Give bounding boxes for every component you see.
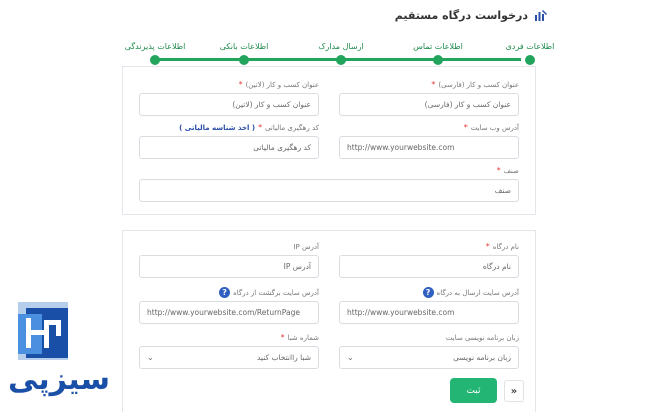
step-label: اطلاعات بانکی [219,42,269,51]
business-name-fa-input[interactable]: عنوان کسب و کار (فارسی) [339,93,519,116]
chevron-down-icon: ⌄ [347,353,354,362]
field-label: زبان برنامه نویسی سایت [445,333,519,342]
step-label: ارسال مدارک [318,42,364,51]
step-contact-info[interactable] [393,42,483,65]
send-url-field [339,287,519,324]
website-field [339,122,519,159]
chart-edit-icon [534,8,548,22]
step-documents[interactable] [296,42,386,65]
step-label: اطلاعات تماس [413,42,463,51]
required-mark: * [258,123,263,132]
step-dot [433,55,443,65]
send-url-input[interactable]: http://www.yourwebsite.com [339,301,519,324]
submit-button[interactable]: ثبت [450,378,497,403]
field-label: نام درگاه [492,242,519,251]
step-dot [525,55,535,65]
field-label: شماره شبا [287,333,319,342]
step-dot [150,55,160,65]
field-label: آدرس IP [293,242,319,251]
business-name-fa-field [339,79,519,116]
required-mark: * [485,242,490,251]
category-input[interactable]: صنف [139,179,519,202]
required-mark: * [280,333,285,342]
business-info-card [122,66,536,215]
business-name-en-input[interactable]: عنوان کسب و کار (لاتین) [139,93,319,116]
step-personal-info[interactable] [485,42,575,65]
help-icon[interactable]: ? [219,287,230,298]
select-value: زبان برنامه نویسی [453,353,511,362]
gateway-name-field [339,241,519,278]
category-field [139,165,519,202]
select-value: شبا راانتخاب کنید [257,353,311,362]
language-field [339,332,519,369]
help-icon[interactable]: ? [423,287,434,298]
step-label: اطلاعات فردی [505,42,555,51]
page-header [395,8,548,22]
field-label: کد رهگیری مالیاتی [265,123,319,132]
required-mark: * [238,80,243,89]
step-dot [239,55,249,65]
required-mark: * [463,123,468,132]
step-merchant-info[interactable] [110,42,200,65]
sheba-field [139,332,319,369]
step-label: اطلاعات پذیرندگی [124,42,186,51]
tax-code-field [139,122,319,159]
ip-address-field [139,241,319,278]
return-url-input[interactable]: http://www.yourwebsite.com/ReturnPage [139,301,319,324]
step-dot [336,55,346,65]
get-tax-id-link[interactable]: ( اخذ شناسه مالیاتی ) [179,123,256,132]
field-label: آدرس وب سایت [470,123,519,132]
field-label: عنوان کسب و کار (لاتین) [245,80,319,89]
return-url-field [139,287,319,324]
field-label: آدرس سایت برگشت از درگاه [233,288,319,297]
field-label: آدرس سایت ارسال به درگاه [436,288,519,297]
ip-address-input[interactable]: آدرس IP [139,255,319,278]
field-label: عنوان کسب و کار (فارسی) [438,80,519,89]
brand-logo-text: سیزپی [8,362,111,397]
business-name-en-field [139,79,319,116]
required-mark: * [431,80,436,89]
language-select[interactable] [339,346,519,369]
previous-step-button[interactable]: « [504,380,524,402]
gateway-name-input[interactable]: نام درگاه [339,255,519,278]
required-mark: * [496,166,501,175]
step-bank-info[interactable] [199,42,289,65]
sheba-select[interactable] [139,346,319,369]
tax-code-input[interactable]: کد رهگیری مالیاتی [139,136,319,159]
page-title: درخواست درگاه مستقیم [394,8,528,22]
website-input[interactable]: http://www.yourwebsite.com [339,136,519,159]
chevron-down-icon: ⌄ [147,353,154,362]
field-label: صنف [503,166,519,175]
